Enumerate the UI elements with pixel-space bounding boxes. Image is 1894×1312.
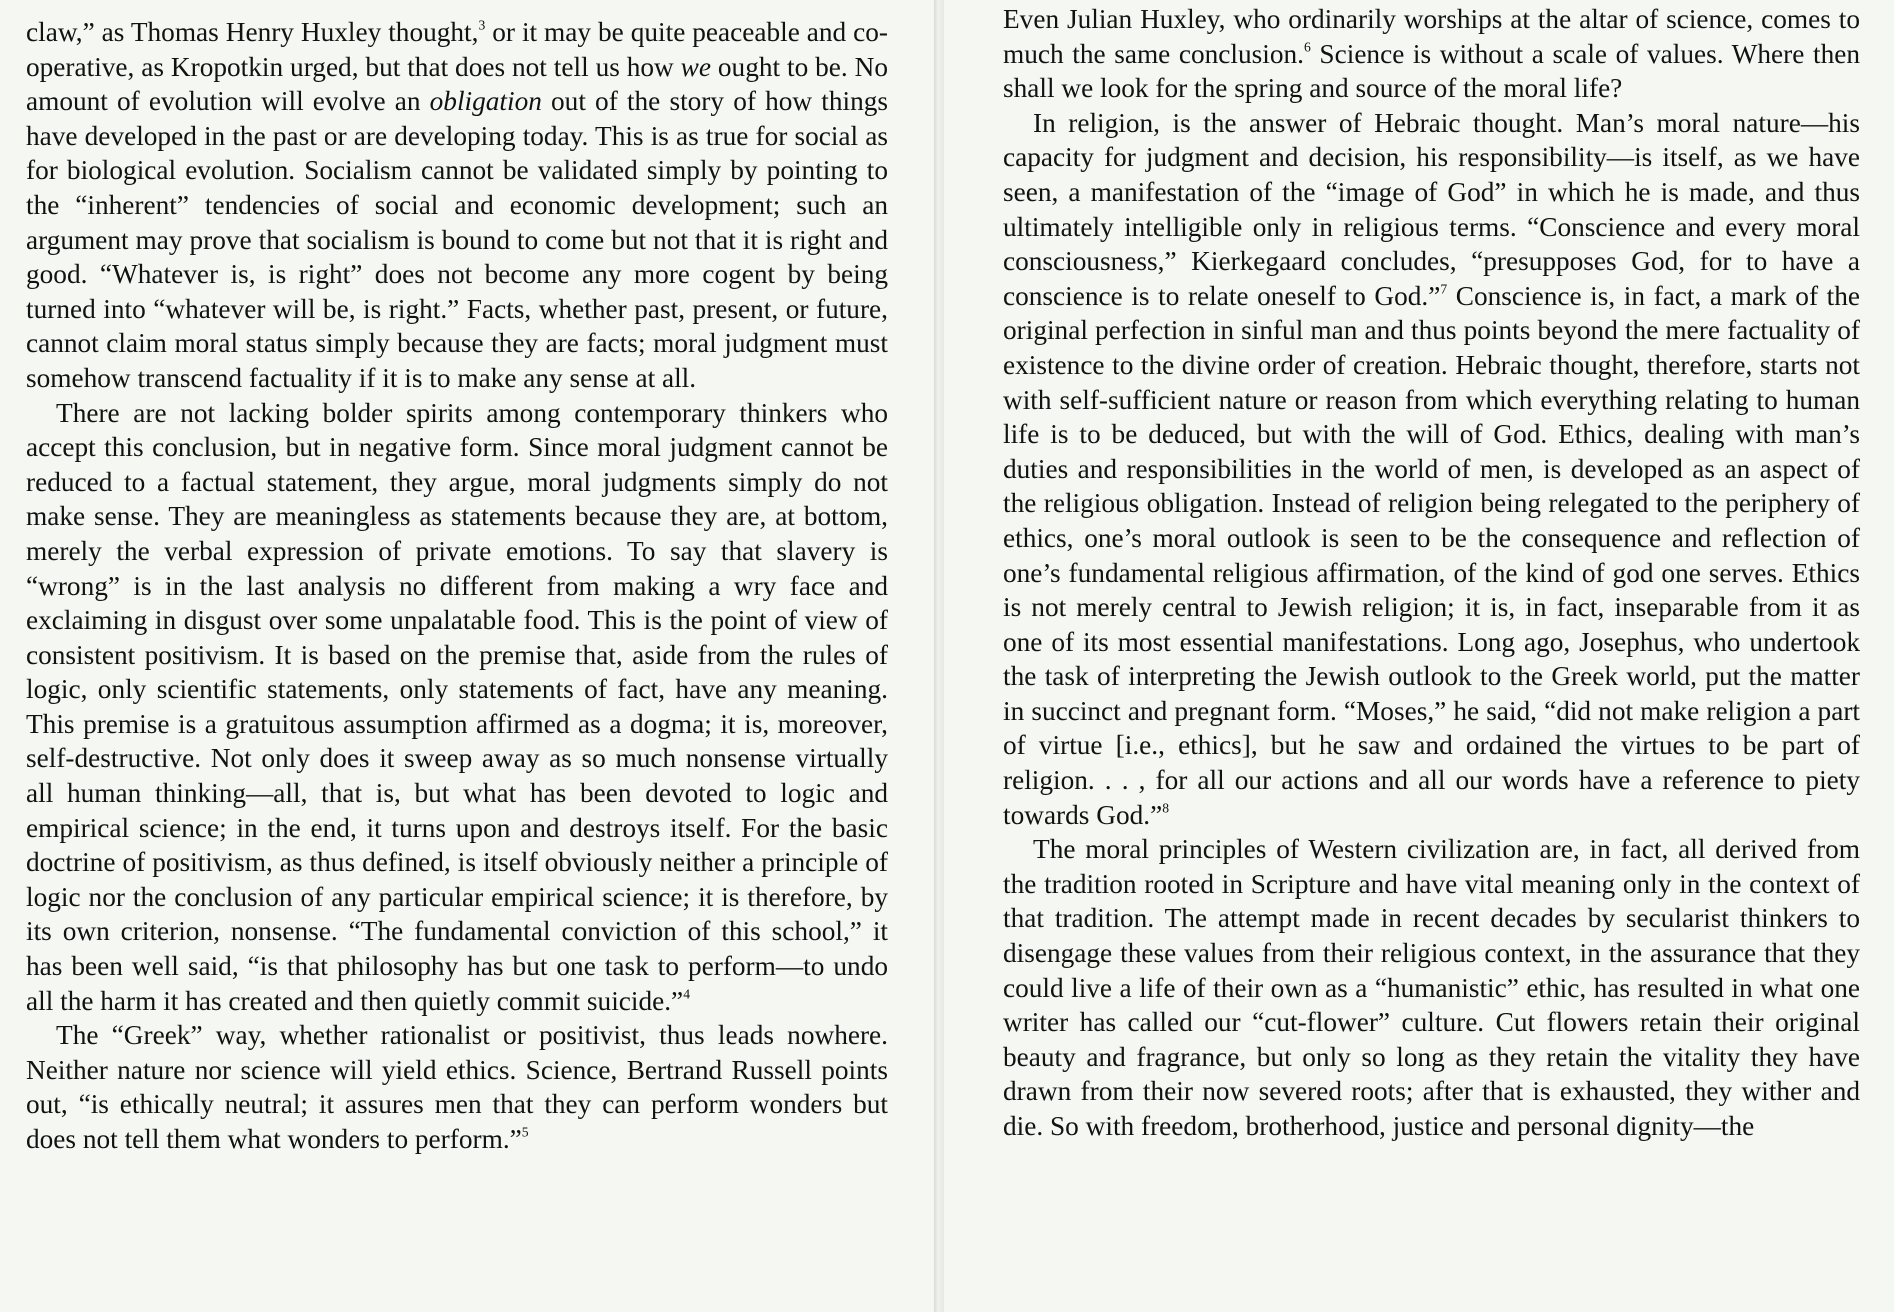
footnote-marker: 6 — [1304, 39, 1311, 54]
footnote-marker: 5 — [521, 1124, 529, 1140]
text-run: There are not lacking bolder spirits among contemporary thinkers who accept this conclusion, but in negative form. Since moral judgment cannot be reduced to a factual statement, they argue, moral judgments simply do not make sense. They are meaningless as statements because they are, at bottom, merely the verbal expression of private emotions. To say that slavery is “wrong” is in the last analysis no different from making a wry face and exclaiming in disgust over some unpalatable food. This is the point of view of consistent positivism. It is based on the premise that, aside from the rules of logic, only scientific statements, only statements of fact, have any meaning. This premise is a gratuitous assumption affirmed as a dogma; it is, moreover, self-destructive. Not only does it sweep away as so much nonsense virtually all human thinking—all, that is, but what has been devoted to logic and empirical science; in the end, it turns upon and destroys itself. For the basic doctrine of positivism, as thus defined, is itself obviously neither a principle of logic nor the conclusion of any particular empirical science; it is therefore, by its own criterion, nonsense. “The fundamental conviction of this school,” it has been well said, “is that philosophy has but one task to perform—to undo all the harm it has created and then quietly commit suicide.” — [26, 397, 888, 1016]
text-run: or it may be quite peaceable and co-operative, as Kropotkin urged, but that does not tell us how — [26, 17, 889, 82]
emphasis-text: we — [680, 51, 711, 82]
text-run: The “Greek” way, whether rationalist or positivist, thus leads nowhere. Neither nature nor science will yield ethics. Science, Bertrand Russell points out, “is ethically neutral; it assures men that they can perform wonders but does not tell them what wonders to perform.” — [26, 1020, 888, 1154]
paragraph — [26, 15, 888, 396]
text-run: The moral principles of Western civilization are, in fact, all derived from the tradition rooted in Scripture and have vital meaning only in the context of that tradition. The attempt made in recent decades by secularist thinkers to disengage these values from their religious context, in the assurance that they could live a life of their own as a “humanistic” ethic, has resulted in what one writer has called our “cut-flower” culture. Cut flowers retain their original beauty and fragrance, but only so long as they retain the vitality they have drawn from their now severed roots; after that is exhausted, they wither and die. So with freedom, brotherhood, justice and personal dignity—the — [1003, 834, 1860, 1141]
paragraph — [26, 396, 888, 1019]
footnote-marker: 7 — [1440, 281, 1448, 297]
text-run: ought to be. No amount of evolution will evolve an — [26, 51, 888, 117]
text-run: out of the story of how things have developed in the past or are developing today. This is as true for social as for biological evolution. Socialism cannot be validated simply by pointing to the “inherent” tendencies of social and economic development; such an argument may prove that socialism is bound to come but not that it is right and good. “Whatever is, is right” does not become any more cogent by being turned into “whatever will be, is right.” Facts, whether past, present, or future, cannot claim moral status simply because they are facts; moral judgment must somehow transcend factuality if it is to make any sense at all. — [26, 86, 888, 393]
paragraph — [26, 1018, 888, 1156]
paragraph — [1003, 2, 1860, 106]
footnote-marker: 4 — [683, 986, 691, 1002]
footnote-marker: 3 — [478, 17, 486, 33]
right-page-text — [1003, 2, 1860, 1144]
left-page — [0, 0, 934, 1312]
right-page — [944, 0, 1894, 1312]
text-run: In religion, is the answer of Hebraic thought. Man’s moral nature—his capacity for judgment and decision, his responsibility—is itself, as we have seen, a manifestation of the “image of God” in which he is made, and thus ultimately intelligible only in religious terms. “Conscience and every moral consciousness,” Kierkegaard concludes, “presupposes God, for to have a conscience is to relate oneself to God.” — [1003, 107, 1860, 311]
paragraph — [1003, 832, 1860, 1143]
left-page-text — [26, 15, 888, 1157]
book-gutter — [934, 0, 944, 1312]
footnote-marker: 8 — [1162, 800, 1170, 816]
emphasis-text: obligation — [429, 86, 542, 117]
text-run: Conscience is, in fact, a mark of the original perfection in sinful man and thus points beyond the mere factuality of existence to the divine order of creation. Hebraic thought, therefore, starts not with self-sufficient nature or reason from which everything relating to human life is to be deduced, but with the will of God. Ethics, dealing with man’s duties and responsibilities in the world of men, is developed as an aspect of the religious obligation. Instead of religion being relegated to the periphery of ethics, one’s moral outlook is seen to be the consequence and reflection of one’s fundamental religious affirmation, of the kind of god one serves. Ethics is not merely central to Jewish religion; it is, in fact, inseparable from it as one of its most essential manifestations. Long ago, Josephus, who undertook the task of interpreting the Jewish outlook to the Greek world, put the matter in succinct and pregnant form. “Moses,” he said, “did not make religion a part of virtue [i.e., ethics], but he saw and ordained the virtues to be part of religion. . . , for all our actions and all our words have a reference to piety towards God.” — [1003, 280, 1860, 830]
text-run: Science is without a scale of values. Where then shall we look for the spring and source of the moral life? — [1003, 38, 1860, 104]
text-run: Even Julian Huxley, who ordinarily worships at the altar of science, comes to much the same conclusion. — [1003, 4, 1860, 69]
text-run: claw,” as Thomas Henry Huxley thought, — [26, 17, 479, 47]
paragraph — [1003, 106, 1860, 832]
